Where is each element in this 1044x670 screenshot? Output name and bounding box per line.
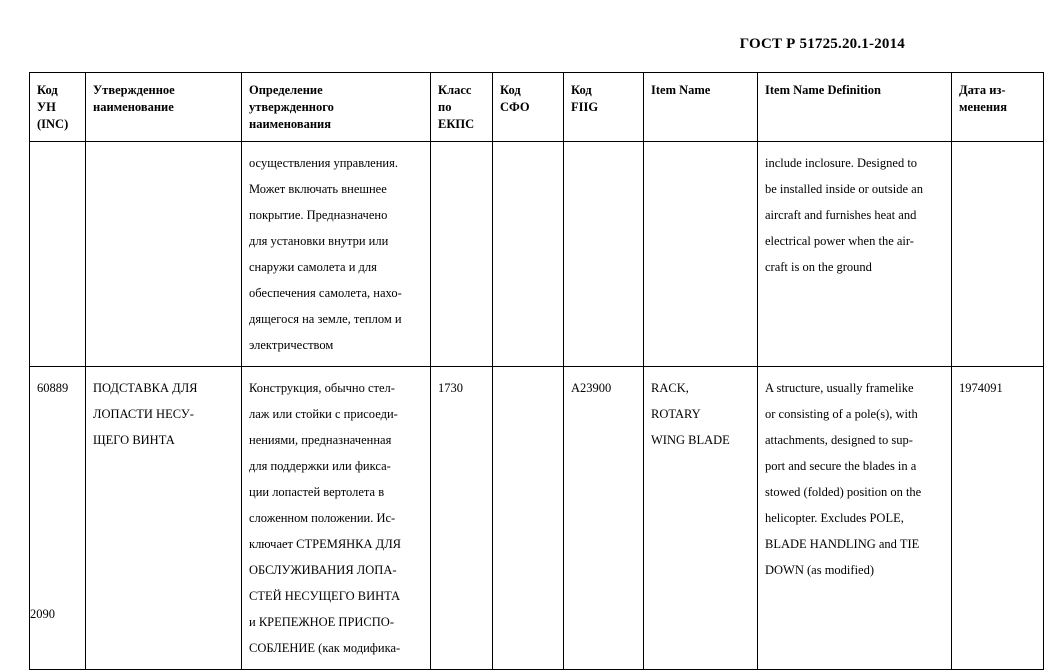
- table-header: [30, 73, 1044, 142]
- cell-item-name: RACK, ROTARY WING BLADE: [644, 367, 758, 670]
- cell-inc: 60889: [30, 367, 86, 670]
- cell-item-name-definition: A structure, usually framelike or consisting of a pole(s), with attachments, designed to sup- port and secure the blades in a stowed (folded) position on the helicopter. Excludes POLE, BLADE HANDLING and TIE DOWN (as modified): [758, 367, 952, 670]
- column-header-item-name-definition: Item Name Definition: [758, 73, 952, 142]
- table-row: [30, 142, 1044, 367]
- cell-item-name: [644, 142, 758, 367]
- column-header-item-name: Item Name: [644, 73, 758, 142]
- table-header-row: [30, 73, 1044, 142]
- table-body: [30, 142, 1044, 670]
- page-number: 2090: [30, 607, 55, 621]
- cell-ekps-class: [431, 142, 493, 367]
- cell-approved-name: ПОДСТАВКА ДЛЯ ЛОПАСТИ НЕСУ- ЩЕГО ВИНТА: [86, 367, 242, 670]
- table-row: [30, 367, 1044, 670]
- cell-sfo-code: [493, 142, 564, 367]
- cell-change-date: [952, 142, 1044, 367]
- cell-definition: осуществления управления. Может включать внешнее покрытие. Предназначено для установки внутри или снаружи самолета и для обеспечения самолета, нахо- дящегося на земле, теплом и электричеством: [242, 142, 431, 367]
- cell-approved-name: [86, 142, 242, 367]
- cell-definition: Конструкция, обычно стел- лаж или стойки с присоеди- нениями, предназначенная для поддержки или фикса- ции лопастей вертолета в сложенном положении. Ис- ключает СТРЕМЯНКА ДЛЯ ОБСЛУЖИВАНИЯ ЛОПА- СТЕЙ НЕСУЩЕГО ВИНТА и КРЕПЕЖНОЕ ПРИСПО- СОБЛЕНИЕ (как модифика-: [242, 367, 431, 670]
- cell-fiig-code: [564, 142, 644, 367]
- cell-item-name-definition: include inclosure. Designed to be installed inside or outside an aircraft and furnishes heat and electrical power when the air- craft is on the ground: [758, 142, 952, 367]
- cell-inc: [30, 142, 86, 367]
- cell-change-date: 1974091: [952, 367, 1044, 670]
- column-header-definition: Определение утвержденного наименования: [242, 73, 431, 142]
- column-header-fiig-code: Код FIIG: [564, 73, 644, 142]
- column-header-ekps-class: Класс по ЕКПС: [431, 73, 493, 142]
- column-header-inc: Код УН (INC): [30, 73, 86, 142]
- specification-table: [29, 72, 1044, 670]
- cell-sfo-code: [493, 367, 564, 670]
- column-header-sfo-code: Код СФО: [493, 73, 564, 142]
- column-header-approved-name: Утвержденное наименование: [86, 73, 242, 142]
- cell-fiig-code: A23900: [564, 367, 644, 670]
- column-header-change-date: Дата из- менения: [952, 73, 1044, 142]
- cell-ekps-class: 1730: [431, 367, 493, 670]
- standard-title: ГОСТ Р 51725.20.1-2014: [739, 36, 905, 52]
